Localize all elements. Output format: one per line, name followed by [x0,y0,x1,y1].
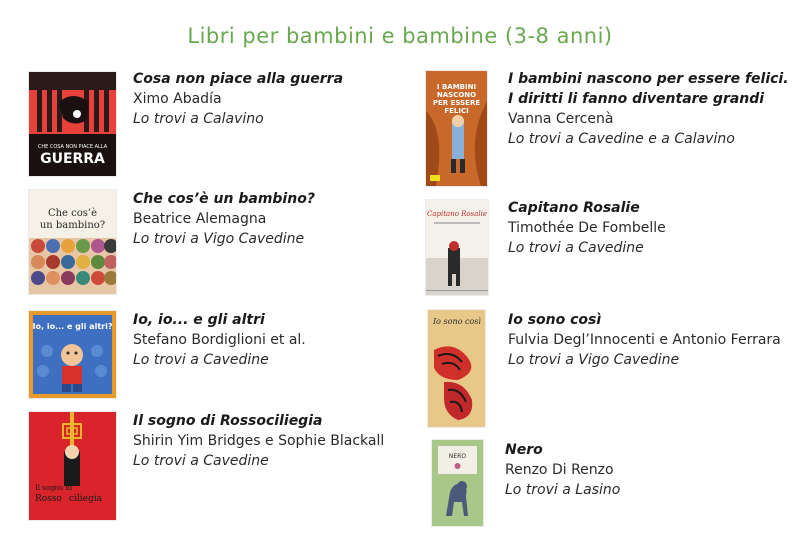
book-author: Shirin Yim Bridges e Sophie Blackall [133,433,385,449]
book-title[interactable]: Capitano Rosalie [508,200,640,216]
cover-title-line-2: Rosso [35,494,62,504]
book-location: Lo trovi a Calavino [133,111,264,127]
page-title: Libri per bambini e bambine (3-8 anni) [187,24,613,48]
book-author: Renzo Di Renzo [505,462,614,478]
book-author: Fulvia Degl’Innocenti e Antonio Ferrara [508,332,781,348]
book-cover-io-io-e-gli-altri[interactable] [29,311,116,398]
book-title-line-2[interactable]: I diritti li fanno diventare grandi [508,91,765,107]
book-location: Lo trovi a Lasino [505,482,621,498]
book-title[interactable]: Io sono così [508,312,602,328]
cover-title: Capitano Rosalie [426,210,488,218]
cover-title-line-1: I BAMBINI [436,83,477,91]
book-location: Lo trovi a Cavedine [133,453,269,469]
book-author: Vanna Cercenà [508,111,614,127]
cover-small-title: CHE COSA NON PIACE ALLA [37,144,108,150]
book-title[interactable]: Che cos’è un bambino? [133,191,315,207]
cover-title-line-3: ciliegia [69,494,103,504]
book-author: Ximo Abadía [133,91,222,107]
cover-title: Io sono così [433,317,481,326]
book-cover-che-cose-un-bambino[interactable] [29,190,116,294]
cover-title-line-3: PER ESSERE [432,99,481,107]
cover-title: NERO [448,453,467,460]
cover-title-line-4: FELICI [444,107,469,115]
book-author: Beatrice Alemagna [133,211,267,227]
cover-title-line-2: NASCONO [436,91,477,99]
book-author: Timothée De Fombelle [508,220,666,236]
book-location: Lo trovi a Vigo Cavedine [508,352,680,368]
book-author: Stefano Bordiglioni et al. [133,332,306,348]
book-location: Lo trovi a Cavedine [133,352,269,368]
book-cover-io-sono-cosi[interactable] [428,310,485,427]
book-location: Lo trovi a Cavedine e a Calavino [508,131,735,147]
book-cover-il-sogno-di-rossociliegia[interactable] [29,412,116,520]
book-cover-capitano-rosalie[interactable] [426,200,488,295]
book-cover-cosa-non-piace-alla-guerra[interactable] [29,72,116,176]
book-location: Lo trovi a Vigo Cavedine [133,231,305,247]
cover-main-title: GUERRA [40,151,105,167]
cover-title-line-1: Che cos’è [47,208,98,219]
cover-title: Io, io... e gli altri? [32,322,113,331]
book-title[interactable]: Io, io... e gli altri [133,312,265,328]
cover-title-line-2: un bambino? [39,220,106,231]
book-title[interactable]: Il sogno di Rossociliegia [133,413,323,429]
book-title-line-1[interactable]: I bambini nascono per essere felici. [508,71,789,87]
book-title[interactable]: Cosa non piace alla guerra [133,71,344,87]
book-cover-nero[interactable] [432,440,483,526]
book-title[interactable]: Nero [505,442,543,458]
cover-title-line-1: Il sogno di [35,484,73,492]
book-cover-i-bambini-nascono-per-essere-felici[interactable] [426,71,487,186]
book-location: Lo trovi a Cavedine [508,240,644,256]
